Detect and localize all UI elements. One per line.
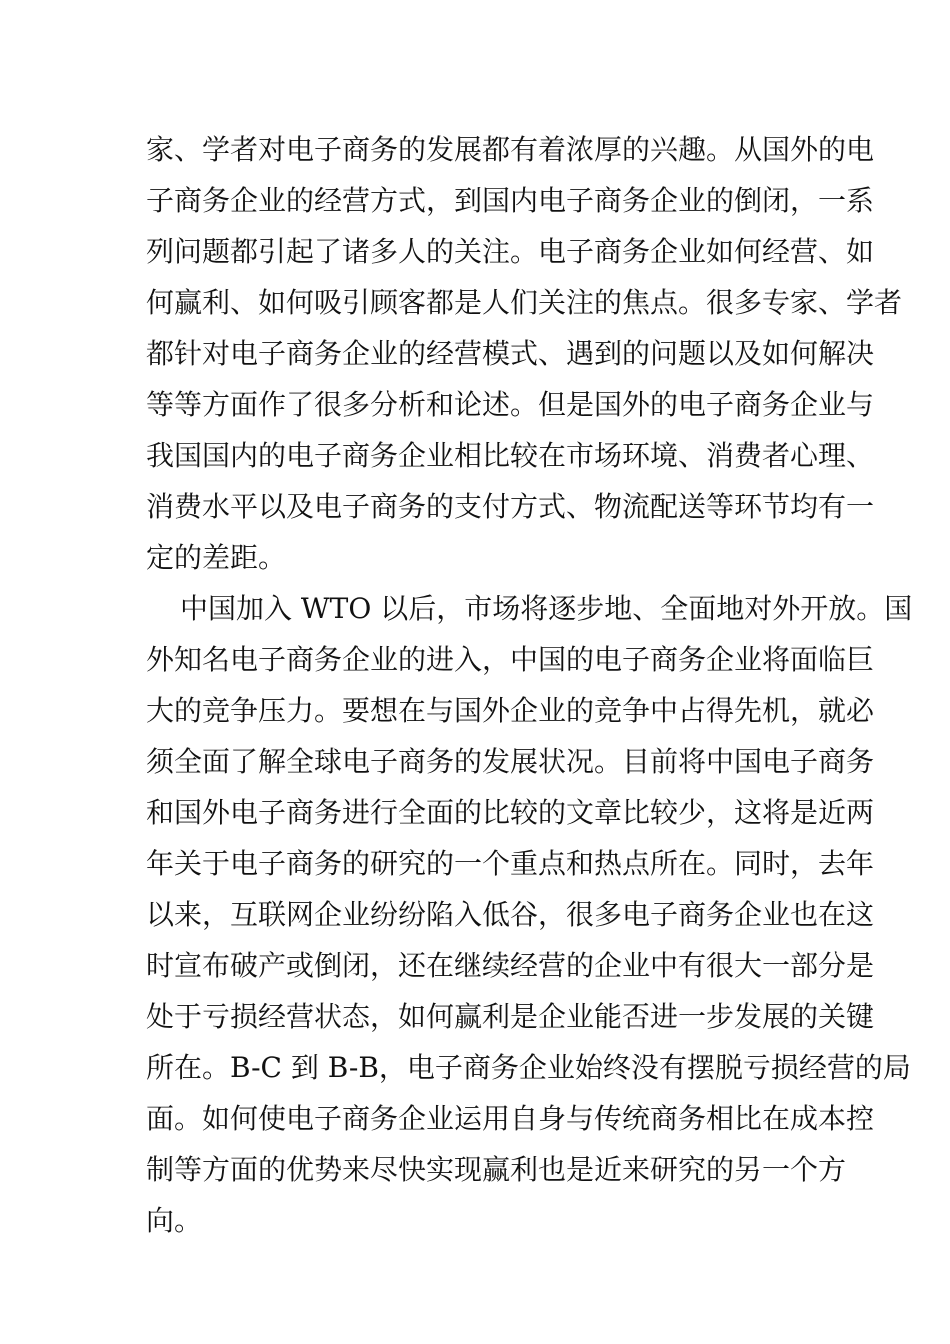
paragraph-line: 和国外电子商务进行全面的比较的文章比较少，这将是近两 (146, 796, 875, 829)
paragraph-line: 家、学者对电子商务的发展都有着浓厚的兴趣。从国外的电 (146, 133, 875, 166)
paragraph-line: 中国加入 WTO 以后，市场将逐步地、全面地对外开放。国 (180, 592, 913, 625)
paragraph-line: 都针对电子商务企业的经营模式、遇到的问题以及如何解决 (146, 337, 875, 370)
paragraph-line: 时宣布破产或倒闭，还在继续经营的企业中有很大一部分是 (146, 949, 875, 982)
paragraph-line: 所在。B-C 到 B-B，电子商务企业始终没有摆脱亏损经营的局 (146, 1051, 911, 1084)
paragraph-line: 面。如何使电子商务企业运用自身与传统商务相比在成本控 (146, 1102, 875, 1135)
paragraph-line: 年关于电子商务的研究的一个重点和热点所在。同时，去年 (146, 847, 875, 880)
paragraph-line: 何赢利、如何吸引顾客都是人们关注的焦点。很多专家、学者 (146, 286, 903, 319)
paragraph-line: 子商务企业的经营方式，到国内电子商务企业的倒闭，一系 (146, 184, 875, 217)
paragraph-line: 定的差距。 (146, 541, 287, 574)
paragraph-line: 处于亏损经营状态，如何赢利是企业能否进一步发展的关键 (146, 1000, 875, 1033)
paragraph-line: 我国国内的电子商务企业相比较在市场环境、消费者心理、 (146, 439, 875, 472)
paragraph-line: 向。 (146, 1204, 203, 1237)
paragraph-line: 等等方面作了很多分析和论述。但是国外的电子商务企业与 (146, 388, 875, 421)
paragraph-line: 制等方面的优势来尽快实现赢利也是近来研究的另一个方 (146, 1153, 847, 1186)
paragraph-line: 列问题都引起了诸多人的关注。电子商务企业如何经营、如 (146, 235, 875, 268)
paragraph-line: 外知名电子商务企业的进入，中国的电子商务企业将面临巨 (146, 643, 875, 676)
paragraph-line: 大的竞争压力。要想在与国外企业的竞争中占得先机，就必 (146, 694, 875, 727)
paragraph-line: 以来，互联网企业纷纷陷入低谷，很多电子商务企业也在这 (146, 898, 875, 931)
paragraph-line: 须全面了解全球电子商务的发展状况。目前将中国电子商务 (146, 745, 875, 778)
paragraph-line: 消费水平以及电子商务的支付方式、物流配送等环节均有一 (146, 490, 875, 523)
